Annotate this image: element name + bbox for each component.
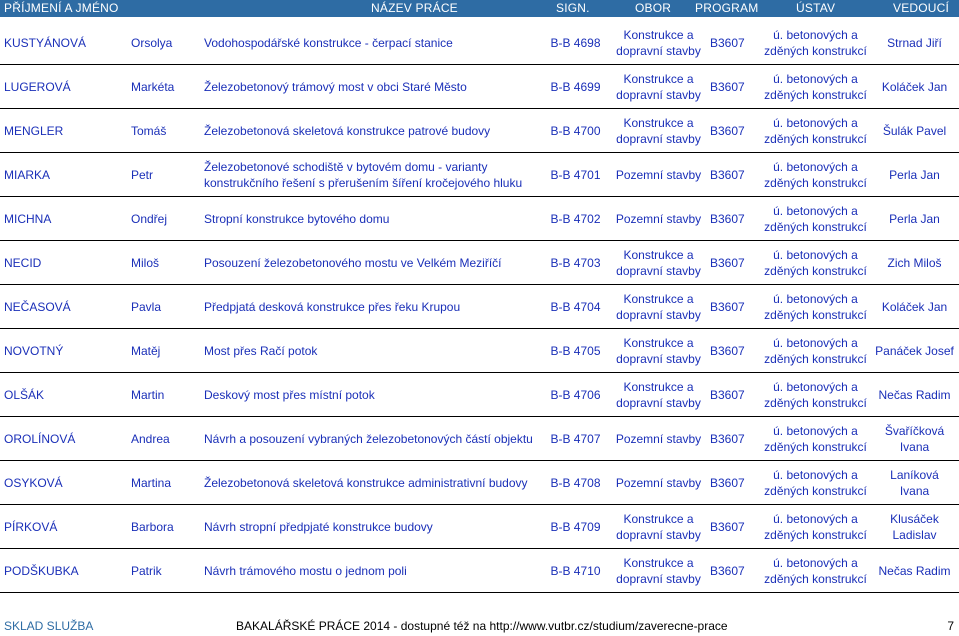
cell-ustav: [761, 153, 870, 197]
cell-ustav-line: zděných konstrukcí: [764, 175, 867, 190]
cell-prijmeni: NECID: [0, 241, 129, 285]
cell-program: B3607: [708, 461, 761, 505]
table-row: [0, 153, 959, 197]
thesis-table: [0, 21, 959, 593]
cell-obor-line: dopravní stavby: [616, 307, 701, 322]
cell-ustav-line: ú. betonových a: [773, 291, 858, 306]
cell-program: B3607: [708, 65, 761, 109]
cell-jmeno: Petr: [129, 153, 202, 197]
header-nazev: NÁZEV PRÁCE: [371, 1, 458, 15]
cell-obor: [609, 21, 708, 65]
table-row: [0, 197, 959, 241]
table-row: [0, 549, 959, 593]
cell-vedouci: [870, 241, 959, 285]
cell-vedouci: [870, 109, 959, 153]
cell-program: B3607: [708, 21, 761, 65]
cell-nazev: [202, 285, 542, 329]
header-obor: OBOR: [635, 1, 672, 15]
cell-vedouci-line: Panáček Josef: [875, 343, 954, 358]
cell-vedouci: [870, 21, 959, 65]
cell-vedouci-line: Koláček Jan: [881, 79, 948, 94]
cell-ustav-line: ú. betonových a: [773, 27, 858, 42]
table-row: [0, 505, 959, 549]
cell-jmeno: Markéta: [129, 65, 202, 109]
cell-prijmeni: OSYKOVÁ: [0, 461, 129, 505]
cell-vedouci: [870, 373, 959, 417]
table-row: [0, 461, 959, 505]
cell-nazev: [202, 373, 542, 417]
cell-vedouci-line: Nečas Radim: [878, 563, 951, 578]
cell-vedouci-line: Ladislav: [892, 527, 937, 542]
cell-jmeno: Pavla: [129, 285, 202, 329]
cell-vedouci-line: Klusáček: [890, 511, 939, 526]
page-number: 7: [947, 619, 954, 633]
cell-nazev: [202, 241, 542, 285]
cell-jmeno: Matěj: [129, 329, 202, 373]
cell-nazev-line: Železobetonový trámový most v obci Staré Město: [204, 79, 467, 94]
cell-ustav: [761, 21, 870, 65]
cell-vedouci: [870, 197, 959, 241]
cell-prijmeni: NEČASOVÁ: [0, 285, 129, 329]
cell-obor-line: Konstrukce a: [623, 291, 694, 306]
cell-obor-line: Konstrukce a: [623, 335, 694, 350]
cell-jmeno: Miloš: [129, 241, 202, 285]
cell-prijmeni: MICHNA: [0, 197, 129, 241]
cell-ustav: [761, 549, 870, 593]
cell-obor-line: Konstrukce a: [623, 27, 694, 42]
cell-nazev: [202, 65, 542, 109]
cell-nazev: [202, 197, 542, 241]
cell-ustav-line: ú. betonových a: [773, 379, 858, 394]
cell-ustav: [761, 329, 870, 373]
cell-jmeno: Ondřej: [129, 197, 202, 241]
cell-prijmeni: MIARKA: [0, 153, 129, 197]
cell-ustav-line: zděných konstrukcí: [764, 351, 867, 366]
cell-ustav-line: zděných konstrukcí: [764, 571, 867, 586]
cell-program: B3607: [708, 417, 761, 461]
cell-obor: [609, 197, 708, 241]
cell-nazev: [202, 109, 542, 153]
cell-program: B3607: [708, 505, 761, 549]
cell-sign: B-B 4701: [542, 153, 609, 197]
cell-obor-line: dopravní stavby: [616, 571, 701, 586]
cell-prijmeni: LUGEROVÁ: [0, 65, 129, 109]
cell-program: B3607: [708, 109, 761, 153]
cell-ustav: [761, 417, 870, 461]
page-footer: [0, 616, 959, 636]
cell-obor: [609, 153, 708, 197]
cell-sign: B-B 4699: [542, 65, 609, 109]
cell-ustav: [761, 505, 870, 549]
cell-nazev-line: Most přes Račí potok: [204, 343, 318, 358]
cell-ustav-line: zděných konstrukcí: [764, 395, 867, 410]
cell-vedouci: [870, 417, 959, 461]
cell-obor-line: Konstrukce a: [623, 115, 694, 130]
cell-nazev-line: Deskový most přes místní potok: [204, 387, 375, 402]
cell-prijmeni: OROLÍNOVÁ: [0, 417, 129, 461]
header-sign: SIGN.: [556, 1, 590, 15]
table-row: [0, 329, 959, 373]
cell-obor: [609, 329, 708, 373]
cell-program: B3607: [708, 153, 761, 197]
cell-obor-line: dopravní stavby: [616, 43, 701, 58]
cell-ustav-line: zděných konstrukcí: [764, 87, 867, 102]
cell-jmeno: Orsolya: [129, 21, 202, 65]
cell-vedouci-line: Strnad Jiří: [887, 35, 942, 50]
cell-sign: B-B 4707: [542, 417, 609, 461]
cell-ustav-line: zděných konstrukcí: [764, 219, 867, 234]
cell-obor: [609, 109, 708, 153]
header-vedouci: VEDOUCÍ: [893, 1, 950, 15]
cell-nazev-line: Železobetonové schodiště v bytovém domu - varianty: [204, 159, 488, 174]
cell-vedouci-line: Ivana: [899, 439, 930, 454]
cell-sign: B-B 4708: [542, 461, 609, 505]
cell-ustav-line: ú. betonových a: [773, 335, 858, 350]
cell-prijmeni: PÍRKOVÁ: [0, 505, 129, 549]
cell-vedouci: [870, 329, 959, 373]
cell-ustav-line: ú. betonových a: [773, 511, 858, 526]
cell-vedouci: [870, 549, 959, 593]
table-row: [0, 285, 959, 329]
cell-sign: B-B 4703: [542, 241, 609, 285]
cell-nazev-line: Železobetonová skeletová konstrukce administrativní budovy: [204, 475, 528, 490]
cell-obor: [609, 285, 708, 329]
cell-obor-line: Konstrukce a: [623, 379, 694, 394]
cell-sign: B-B 4702: [542, 197, 609, 241]
cell-sign: B-B 4698: [542, 21, 609, 65]
cell-vedouci-line: Perla Jan: [889, 211, 940, 226]
cell-program: B3607: [708, 329, 761, 373]
table-row: [0, 373, 959, 417]
cell-nazev: [202, 461, 542, 505]
cell-nazev-line: Návrh a posouzení vybraných železobetonových částí objektu: [204, 431, 533, 446]
header-prijmeni: PŘÍJMENÍ A JMÉNO: [4, 1, 119, 15]
cell-vedouci: [870, 285, 959, 329]
cell-nazev: [202, 549, 542, 593]
cell-ustav-line: zděných konstrukcí: [764, 527, 867, 542]
cell-obor-line: dopravní stavby: [616, 131, 701, 146]
cell-ustav: [761, 197, 870, 241]
cell-vedouci-line: Nečas Radim: [878, 387, 951, 402]
header-program: PROGRAM: [695, 1, 759, 15]
cell-nazev: [202, 21, 542, 65]
cell-prijmeni: OLŠÁK: [0, 373, 129, 417]
cell-jmeno: Andrea: [129, 417, 202, 461]
table-row: [0, 241, 959, 285]
cell-jmeno: Martin: [129, 373, 202, 417]
cell-ustav-line: zděných konstrukcí: [764, 483, 867, 498]
cell-obor-line: Pozemní stavby: [615, 211, 702, 226]
cell-nazev: [202, 153, 542, 197]
cell-nazev-line: Návrh stropní předpjaté konstrukce budovy: [204, 519, 433, 534]
cell-sign: B-B 4700: [542, 109, 609, 153]
cell-nazev-line: Stropní konstrukce bytového domu: [204, 211, 390, 226]
cell-program: B3607: [708, 197, 761, 241]
cell-prijmeni: PODŠKUBKA: [0, 549, 129, 593]
cell-prijmeni: KUSTYÁNOVÁ: [0, 21, 129, 65]
cell-ustav-line: zděných konstrukcí: [764, 131, 867, 146]
cell-program: B3607: [708, 241, 761, 285]
cell-obor-line: dopravní stavby: [616, 351, 701, 366]
cell-jmeno: Martina: [129, 461, 202, 505]
cell-obor-line: dopravní stavby: [616, 395, 701, 410]
cell-ustav-line: ú. betonových a: [773, 555, 858, 570]
cell-sign: B-B 4705: [542, 329, 609, 373]
cell-nazev-line: Posouzení železobetonového mostu ve Velkém Meziříčí: [204, 255, 502, 270]
cell-obor: [609, 549, 708, 593]
cell-obor-line: dopravní stavby: [616, 87, 701, 102]
cell-vedouci: [870, 65, 959, 109]
cell-obor: [609, 373, 708, 417]
table-body: [0, 21, 959, 593]
cell-ustav-line: ú. betonových a: [773, 159, 858, 174]
cell-ustav: [761, 285, 870, 329]
cell-obor: [609, 241, 708, 285]
cell-obor-line: dopravní stavby: [616, 527, 701, 542]
cell-nazev: [202, 417, 542, 461]
cell-ustav-line: zděných konstrukcí: [764, 43, 867, 58]
cell-ustav-line: zděných konstrukcí: [764, 307, 867, 322]
cell-ustav-line: ú. betonových a: [773, 71, 858, 86]
cell-vedouci: [870, 153, 959, 197]
cell-vedouci-line: Šulák Pavel: [882, 123, 947, 138]
cell-vedouci-line: Zich Miloš: [887, 255, 942, 270]
cell-obor: [609, 505, 708, 549]
cell-ustav-line: ú. betonových a: [773, 467, 858, 482]
cell-ustav: [761, 373, 870, 417]
cell-nazev: [202, 329, 542, 373]
cell-sign: B-B 4709: [542, 505, 609, 549]
cell-nazev-line: Vodohospodářské konstrukce - čerpací stanice: [204, 35, 453, 50]
cell-obor-line: Konstrukce a: [623, 247, 694, 262]
cell-vedouci-line: Švaříčková: [884, 423, 945, 438]
cell-jmeno: Tomáš: [129, 109, 202, 153]
cell-ustav-line: ú. betonových a: [773, 423, 858, 438]
cell-ustav-line: zděných konstrukcí: [764, 263, 867, 278]
cell-obor-line: Pozemní stavby: [615, 167, 702, 182]
cell-vedouci-line: Koláček Jan: [881, 299, 948, 314]
cell-obor-line: Konstrukce a: [623, 71, 694, 86]
cell-jmeno: Patrik: [129, 549, 202, 593]
table-row: [0, 65, 959, 109]
cell-ustav-line: ú. betonových a: [773, 247, 858, 262]
footer-left: SKLAD SLUŽBA: [4, 619, 94, 633]
cell-ustav: [761, 241, 870, 285]
table-row: [0, 21, 959, 65]
cell-sign: B-B 4710: [542, 549, 609, 593]
cell-obor: [609, 417, 708, 461]
cell-vedouci-line: Ivana: [899, 483, 930, 498]
cell-sign: B-B 4706: [542, 373, 609, 417]
footer-center: BAKALÁŘSKÉ PRÁCE 2014 - dostupné též na http://www.vutbr.cz/studium/zaverecne-prace: [236, 619, 728, 633]
cell-ustav: [761, 109, 870, 153]
cell-obor: [609, 65, 708, 109]
cell-ustav: [761, 65, 870, 109]
cell-obor-line: Konstrukce a: [623, 511, 694, 526]
cell-ustav: [761, 461, 870, 505]
cell-obor-line: Pozemní stavby: [615, 475, 702, 490]
cell-nazev-line: Železobetonová skeletová konstrukce patrové budovy: [204, 123, 491, 138]
cell-nazev: [202, 505, 542, 549]
cell-program: B3607: [708, 285, 761, 329]
cell-vedouci-line: Laníková: [890, 467, 939, 482]
cell-obor-line: Pozemní stavby: [615, 431, 702, 446]
cell-jmeno: Barbora: [129, 505, 202, 549]
table-row: [0, 109, 959, 153]
cell-prijmeni: MENGLER: [0, 109, 129, 153]
cell-vedouci-line: Perla Jan: [889, 167, 940, 182]
cell-nazev-line: Předpjatá desková konstrukce přes řeku Krupou: [204, 299, 461, 314]
cell-obor: [609, 461, 708, 505]
cell-vedouci: [870, 461, 959, 505]
cell-ustav-line: ú. betonových a: [773, 203, 858, 218]
cell-program: B3607: [708, 549, 761, 593]
cell-nazev-line: konstrukčního řešení s přerušením šíření kročejového hluku: [204, 175, 523, 190]
header-ustav: ÚSTAV: [796, 1, 836, 15]
cell-prijmeni: NOVOTNÝ: [0, 329, 129, 373]
table-header-bar: [0, 0, 959, 17]
table-row: [0, 417, 959, 461]
cell-sign: B-B 4704: [542, 285, 609, 329]
cell-nazev-line: Návrh trámového mostu o jednom poli: [204, 563, 407, 578]
cell-ustav-line: ú. betonových a: [773, 115, 858, 130]
cell-obor-line: Konstrukce a: [623, 555, 694, 570]
cell-obor-line: dopravní stavby: [616, 263, 701, 278]
cell-vedouci: [870, 505, 959, 549]
cell-program: B3607: [708, 373, 761, 417]
cell-ustav-line: zděných konstrukcí: [764, 439, 867, 454]
